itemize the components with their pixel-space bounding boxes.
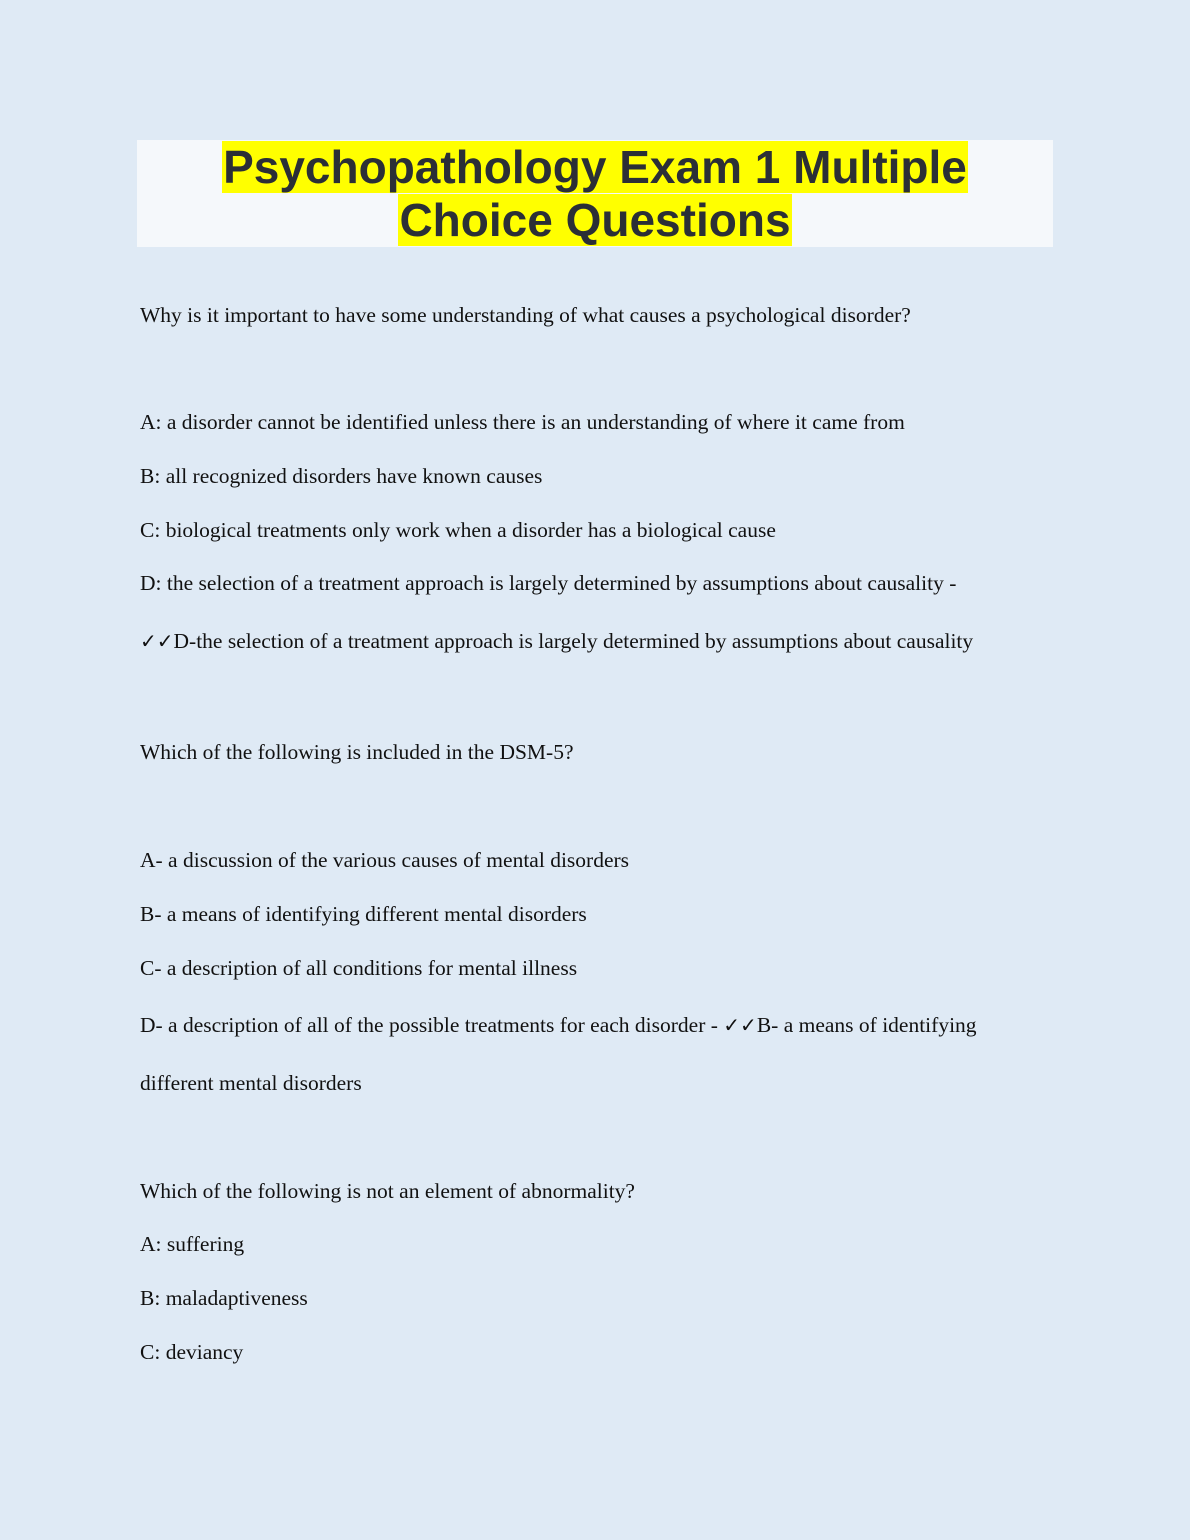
question-2-prompt: Which of the following is included in the DSM-5? — [140, 740, 574, 764]
question-1-option-a: A: a disorder cannot be identified unless there is an understanding of where it came from — [140, 410, 905, 434]
question-2-option-d — [140, 1012, 977, 1038]
question-2-option-c: C- a description of all conditions for mental illness — [140, 956, 578, 980]
title-box — [137, 140, 1053, 247]
question-3-option-b: B: maladaptiveness — [140, 1286, 308, 1310]
double-checkmark-icon: ✓✓ — [140, 629, 174, 653]
page-title-line-1: Psychopathology Exam 1 Multiple — [223, 141, 967, 193]
question-3-option-a: A: suffering — [140, 1232, 245, 1256]
question-1-option-d: D: the selection of a treatment approach is largely determined by assumptions about causality - — [140, 571, 957, 595]
question-2-option-b: B- a means of identifying different mental disorders — [140, 902, 587, 926]
question-1-prompt: Why is it important to have some understanding of what causes a psychological disorder? — [140, 303, 911, 327]
page-title-line-2: Choice Questions — [399, 194, 791, 246]
question-3-prompt: Which of the following is not an element of abnormality? — [140, 1179, 635, 1203]
double-checkmark-icon: ✓✓ — [723, 1013, 757, 1037]
question-2-option-a: A- a discussion of the various causes of mental disorders — [140, 848, 630, 872]
question-1-answer-text: D-the selection of a treatment approach is largely determined by assumptions about causality — [173, 629, 974, 653]
question-2-answer-line-2: different mental disorders — [140, 1071, 362, 1095]
question-3-option-c: C: deviancy — [140, 1340, 244, 1364]
question-1-answer — [140, 628, 973, 654]
question-2-option-d-text: D- a description of all of the possible treatments for each disorder - — [140, 1013, 718, 1037]
question-1-option-c: C: biological treatments only work when a disorder has a biological cause — [140, 518, 776, 542]
question-2-answer-line-1: B- a means of identifying — [756, 1013, 977, 1037]
question-1-option-b: B: all recognized disorders have known causes — [140, 464, 543, 488]
